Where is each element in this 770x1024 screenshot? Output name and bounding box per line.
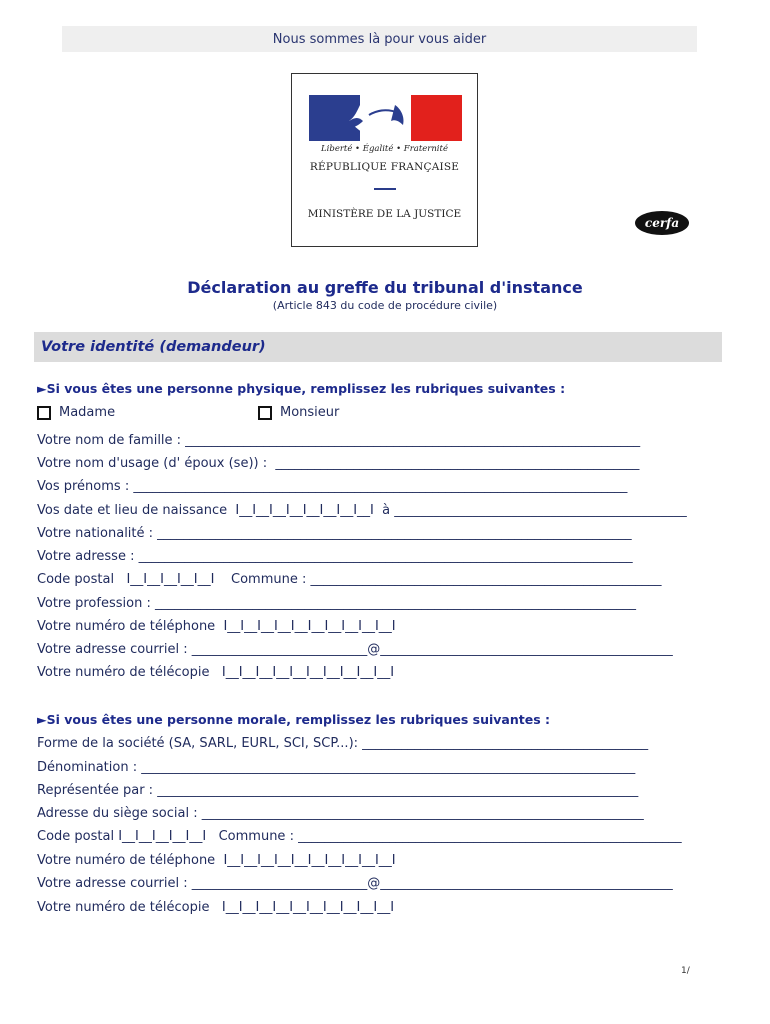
- forme-societe-field[interactable]: Forme de la société (SA, SARL, EURL, SCI, SCP...): ____________________________________________: [37, 736, 649, 751]
- courriel-field[interactable]: Votre adresse courriel : ___________________________@_____________________________________________: [37, 642, 673, 657]
- denomination-field[interactable]: Dénomination : ____________________________________________________________________________: [37, 760, 636, 775]
- morale-code-postal-field[interactable]: Code postal I__I__I__I__I__I Commune : ___________________________________________________________: [37, 829, 682, 844]
- page-title: Déclaration au greffe du tribunal d'instance: [187, 278, 583, 297]
- nationalite-field[interactable]: Votre nationalité : _________________________________________________________________________: [37, 526, 632, 541]
- siege-social-field[interactable]: Adresse du siège social : ____________________________________________________________________: [37, 806, 644, 821]
- morale-telecopie-field[interactable]: Votre numéro de télécopie I__I__I__I__I__I__I__I__I__I__I: [37, 900, 395, 915]
- monsieur-option[interactable]: [258, 405, 339, 420]
- madame-option[interactable]: [37, 405, 115, 420]
- monsieur-checkbox[interactable]: [258, 406, 272, 420]
- morale-courriel-field[interactable]: Votre adresse courriel : ___________________________@_____________________________________________: [37, 876, 673, 891]
- nom-famille-field[interactable]: Votre nom de famille : ______________________________________________________________________: [37, 433, 641, 448]
- monsieur-label: Monsieur: [280, 405, 340, 420]
- help-text: Nous sommes là pour vous aider: [272, 31, 487, 47]
- section-header: [34, 332, 722, 362]
- cerfa-logo: [635, 211, 689, 235]
- morale-telephone-field[interactable]: Votre numéro de téléphone I__I__I__I__I__I__I__I__I__I__I: [37, 853, 396, 868]
- marianne-flag-icon: [309, 95, 462, 141]
- ministry-name: MINISTÈRE DE LA JUSTICE: [307, 208, 462, 220]
- telephone-field[interactable]: Votre numéro de téléphone I__I__I__I__I__I__I__I__I__I__I: [37, 619, 396, 634]
- nom-usage-field[interactable]: Votre nom d'usage (d' époux (se)) : ________________________________________________________: [37, 456, 640, 471]
- prenoms-field[interactable]: Vos prénoms : ____________________________________________________________________________: [37, 479, 628, 494]
- adresse-field[interactable]: Votre adresse : ____________________________________________________________________________: [37, 549, 633, 564]
- ministry-logo: [291, 73, 478, 247]
- page-subtitle: (Article 843 du code de procédure civile): [272, 299, 498, 312]
- republic-name: RÉPUBLIQUE FRANÇAISE: [309, 161, 460, 173]
- madame-label: Madame: [59, 405, 116, 420]
- republic-motto: Liberté • Égalité • Fraternité: [321, 144, 448, 154]
- section-title: Votre identité (demandeur): [41, 339, 266, 355]
- code-postal-commune-field[interactable]: Code postal I__I__I__I__I__I Commune : ______________________________________________________: [37, 572, 662, 587]
- madame-checkbox[interactable]: [37, 406, 51, 420]
- page-number: 1/: [681, 966, 690, 976]
- morale-heading: ►Si vous êtes une personne morale, remplissez les rubriques suivantes :: [37, 712, 551, 727]
- help-banner: [62, 26, 697, 52]
- naissance-field[interactable]: Vos date et lieu de naissance I__I__I__I__I__I__I__I__I à _____________________________________________: [37, 503, 687, 518]
- telecopie-field[interactable]: Votre numéro de télécopie I__I__I__I__I__I__I__I__I__I__I: [37, 665, 395, 680]
- cerfa-label: cerfa: [644, 216, 680, 230]
- representee-field[interactable]: Représentée par : __________________________________________________________________________: [37, 783, 639, 798]
- logo-divider: [374, 188, 396, 190]
- profession-field[interactable]: Votre profession : __________________________________________________________________________: [37, 596, 636, 611]
- physique-heading: ►Si vous êtes une personne physique, remplissez les rubriques suivantes :: [37, 381, 566, 396]
